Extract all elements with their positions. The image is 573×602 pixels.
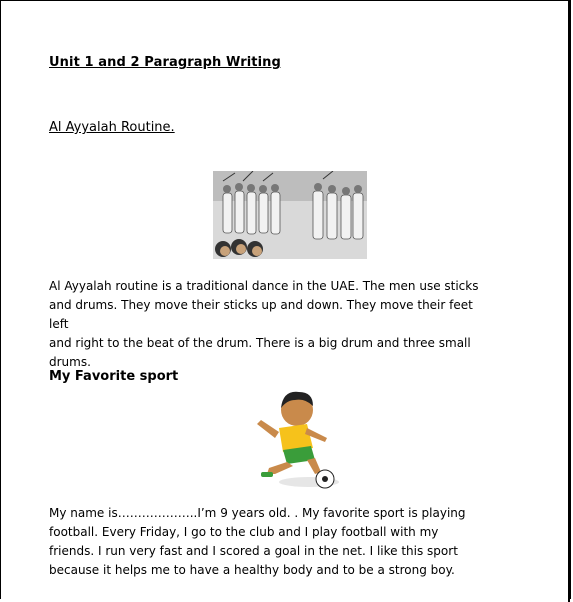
paragraph-line: football. Every Friday, I go to the club and I play football with my (49, 525, 439, 539)
section-heading-ayyalah: Al Ayyalah Routine. (49, 120, 175, 135)
section-heading-sport: My Favorite sport (49, 369, 179, 384)
paragraph-line: and drums. They move their sticks up and down. They move their feet left (49, 298, 473, 331)
paragraph-line: My name is………………..I’m 9 years old. . My favorite sport is playing (49, 506, 466, 520)
boy-soccer-image (239, 382, 359, 492)
paragraph-ayyalah (49, 277, 489, 372)
page-title: Unit 1 and 2 Paragraph Writing (49, 55, 281, 70)
paragraph-line: Al Ayyalah routine is a traditional dance in the UAE. The men use sticks (49, 279, 479, 293)
paragraph-line: because it helps me to have a healthy body and to be a strong boy. (49, 563, 455, 577)
paragraph-sport (49, 504, 489, 580)
paragraph-line: friends. I run very fast and I scored a goal in the net. I like this sport (49, 544, 458, 558)
paragraph-line: and right to the beat of the drum. There is a big drum and three small (49, 336, 471, 350)
ayyalah-dance-image (213, 171, 367, 259)
page-border (568, 1, 570, 602)
paragraph-line: drums. (49, 355, 91, 369)
